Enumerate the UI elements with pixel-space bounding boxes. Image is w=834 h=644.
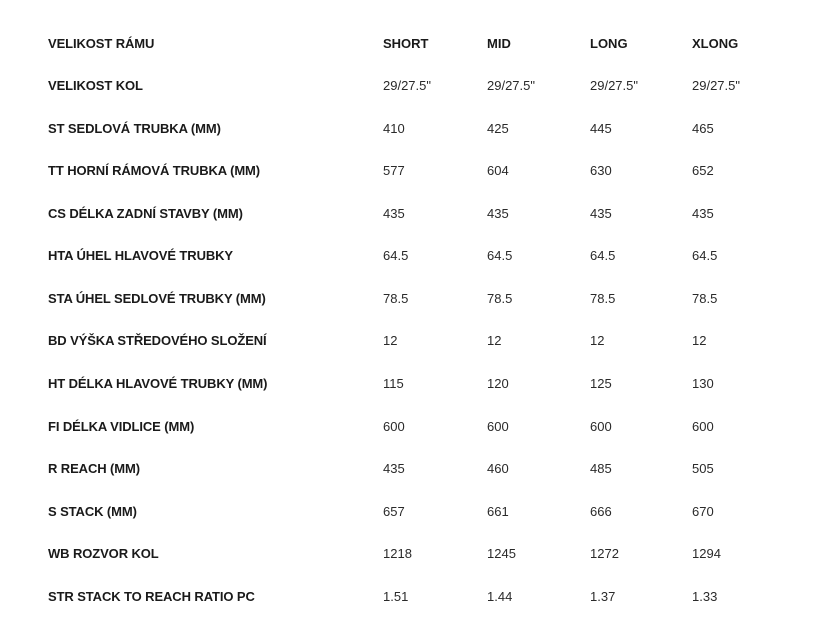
row-value-short: 29/27.5"	[383, 78, 431, 93]
column-header-short: SHORT	[383, 36, 429, 51]
table-row-chainstay	[0, 201, 834, 227]
row-value-long: 78.5	[590, 291, 616, 306]
table-header-row	[0, 31, 834, 57]
row-label: VELIKOST KOL	[48, 78, 143, 93]
row-label: STA ÚHEL SEDLOVÉ TRUBKY (MM)	[48, 291, 266, 306]
row-value-mid: 12	[487, 333, 502, 348]
row-value-mid: 435	[487, 206, 509, 221]
row-value-xlong: 1294	[692, 546, 721, 561]
table-row-seat-tube	[0, 116, 834, 142]
row-value-short: 600	[383, 419, 405, 434]
row-label: FI DÉLKA VIDLICE (MM)	[48, 419, 195, 434]
column-header-mid: MID	[487, 36, 511, 51]
row-value-short: 435	[383, 206, 405, 221]
table-row-stack	[0, 499, 834, 525]
row-value-mid: 120	[487, 376, 509, 391]
column-header-long: LONG	[590, 36, 628, 51]
row-value-short: 410	[383, 121, 405, 136]
row-label: BD VÝŠKA STŘEDOVÉHO SLOŽENÍ	[48, 333, 267, 348]
row-value-mid: 600	[487, 419, 509, 434]
row-value-long: 64.5	[590, 248, 616, 263]
row-value-short: 435	[383, 461, 405, 476]
table-row-fork-length	[0, 414, 834, 440]
row-value-long: 630	[590, 163, 612, 178]
row-value-long: 600	[590, 419, 612, 434]
row-value-short: 115	[383, 376, 404, 391]
row-value-short: 657	[383, 504, 405, 519]
row-label: R REACH (MM)	[48, 461, 140, 476]
row-value-long: 435	[590, 206, 612, 221]
row-value-mid: 425	[487, 121, 509, 136]
row-value-long: 12	[590, 333, 605, 348]
row-value-short: 577	[383, 163, 405, 178]
row-label: STR STACK TO REACH RATIO PC	[48, 589, 255, 604]
row-value-mid: 604	[487, 163, 509, 178]
row-value-long: 1.37	[590, 589, 616, 604]
row-value-xlong: 12	[692, 333, 707, 348]
row-value-xlong: 652	[692, 163, 714, 178]
row-label: TT HORNÍ RÁMOVÁ TRUBKA (MM)	[48, 163, 261, 178]
row-label: ST SEDLOVÁ TRUBKA (MM)	[48, 121, 221, 136]
row-label: HT DÉLKA HLAVOVÉ TRUBKY (MM)	[48, 376, 268, 391]
row-label: S STACK (MM)	[48, 504, 137, 519]
row-value-short: 1218	[383, 546, 412, 561]
row-value-mid: 460	[487, 461, 509, 476]
row-value-short: 64.5	[383, 248, 409, 263]
row-value-short: 1.51	[383, 589, 409, 604]
row-value-xlong: 1.33	[692, 589, 718, 604]
row-value-xlong: 64.5	[692, 248, 718, 263]
table-row-stack-to-reach	[0, 584, 834, 610]
row-label: CS DÉLKA ZADNÍ STAVBY (MM)	[48, 206, 243, 221]
row-value-long: 485	[590, 461, 612, 476]
row-label: HTA ÚHEL HLAVOVÉ TRUBKY	[48, 248, 234, 263]
row-value-long: 1272	[590, 546, 619, 561]
row-value-long: 666	[590, 504, 612, 519]
row-value-xlong: 130	[692, 376, 714, 391]
row-value-long: 29/27.5"	[590, 78, 638, 93]
header-label: VELIKOST RÁMU	[48, 36, 155, 51]
row-value-xlong: 435	[692, 206, 714, 221]
table-row-reach	[0, 456, 834, 482]
row-value-xlong: 78.5	[692, 291, 718, 306]
row-value-xlong: 465	[692, 121, 714, 136]
table-row-seat-tube-angle	[0, 286, 834, 312]
row-value-xlong: 505	[692, 461, 714, 476]
row-value-mid: 64.5	[487, 248, 513, 263]
table-row-bb-drop	[0, 328, 834, 354]
row-value-mid: 78.5	[487, 291, 513, 306]
row-value-xlong: 600	[692, 419, 714, 434]
row-value-short: 12	[383, 333, 398, 348]
table-row-wheel-size	[0, 73, 834, 99]
table-row-top-tube	[0, 158, 834, 184]
table-row-head-tube-angle	[0, 243, 834, 269]
column-header-xlong: XLONG	[692, 36, 739, 51]
row-value-xlong: 670	[692, 504, 714, 519]
row-value-mid: 661	[487, 504, 509, 519]
row-value-mid: 29/27.5"	[487, 78, 535, 93]
row-value-long: 125	[590, 376, 612, 391]
table-row-head-tube-length	[0, 371, 834, 397]
row-value-mid: 1245	[487, 546, 516, 561]
row-value-xlong: 29/27.5"	[692, 78, 740, 93]
row-value-mid: 1.44	[487, 589, 513, 604]
row-value-long: 445	[590, 121, 612, 136]
row-value-short: 78.5	[383, 291, 409, 306]
table-row-wheelbase	[0, 541, 834, 567]
row-label: WB ROZVOR KOL	[48, 546, 159, 561]
